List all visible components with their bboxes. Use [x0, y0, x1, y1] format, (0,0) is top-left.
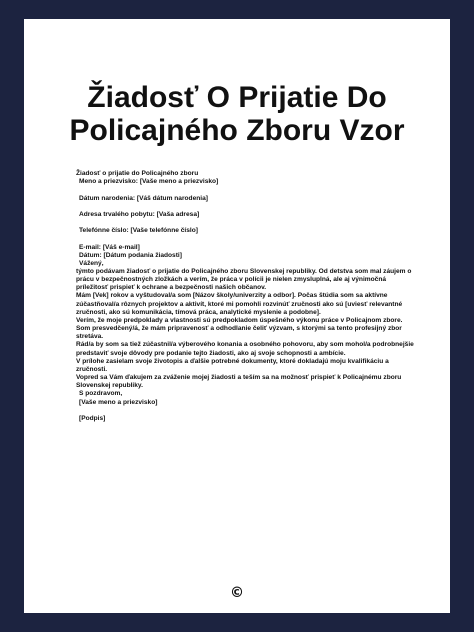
letter-body — [76, 170, 424, 423]
letter-paragraph-line: Rád/a by som sa tiež zúčastnil/a výberového konania a osobného pohovoru, aby som mohol/a podrobnejšie — [76, 341, 414, 349]
letter-paragraph-line: Vopred sa Vám ďakujem za zváženie mojej žiadosti a teším sa na možnosť prispieť k Policajnému zboru — [76, 374, 402, 382]
letter-signature-name: [Vaše meno a priezvisko] — [79, 398, 158, 406]
letter-dob: Dátum narodenia: [Váš dátum narodenia] — [79, 194, 208, 202]
letter-name: Meno a priezvisko: [Vaše meno a priezvisko] — [79, 178, 219, 186]
letter-paragraph-line: zúčastňoval/a rôznych projektov a aktivít, ktoré mi pomohli rozvinúť zručnosti ako sú [uviesť relevantné — [76, 300, 403, 308]
letter-phone: Telefónne číslo: [Vaše telefónne číslo] — [79, 227, 198, 235]
letter-paragraph-line: Verím, že moje predpoklady a vlastnosti sú predpokladom úspešného výkonu práce v Policajnom zbore. — [76, 316, 403, 324]
copyright-icon: © — [230, 585, 244, 601]
letter-paragraph-line: Slovenskej republiky. — [76, 382, 143, 390]
letter-closing: S pozdravom, — [79, 390, 123, 398]
letter-salutation: Vážený, — [79, 259, 104, 267]
page-title: Žiadosť O Prijatie Do Policajného Zboru Vzor — [69, 81, 405, 147]
letter-address: Adresa trvalého pobytu: [Vaša adresa] — [79, 210, 200, 218]
document-page — [24, 19, 450, 613]
letter-date: Dátum: [Dátum podania žiadosti] — [79, 251, 182, 259]
letter-paragraph-line: predstaviť svoje dôvody pre podanie tejto žiadosti, ako aj svoje schopnosti a ambície. — [76, 349, 346, 357]
letter-paragraph-line: zručnosti. — [76, 365, 108, 373]
letter-paragraph-line: Som presvedčený/á, že mám pripravenosť a odhodlanie čeliť výzvam, s ktorými sa tento profesijný zbor — [76, 325, 402, 333]
letter-paragraph-line: prácu v bezpečnostných zložkách a verím, že práca v polícii je nielen zmysluplná, ale aj výnimočná — [76, 276, 387, 284]
letter-paragraph-line: stretáva. — [76, 333, 104, 341]
letter-paragraph-line: Mám [Vek] rokov a vyštudoval/a som [Názov školy/univerzity a odbor]. Počas štúdia som sa aktívne — [76, 292, 388, 300]
letter-paragraph-line: zručnosti, ako sú komunikácia, tímová práca, analytické myslenie a podobne]. — [76, 308, 321, 316]
letter-subject: Žiadosť o prijatie do Policajného zboru — [76, 170, 199, 177]
letter-paragraph-line: príležitosť prispieť k ochrane a bezpečnosti našich občanov. — [76, 284, 267, 292]
letter-email: E-mail: [Váš e-mail] — [79, 243, 140, 251]
letter-signature: [Podpis] — [79, 414, 106, 422]
letter-paragraph-line: V prílohe zasielam svoje životopis a ďalšie potrebné dokumenty, ktoré dokladajú moju kvalifikáciu a — [76, 357, 389, 365]
letter-paragraph-line: týmto podávam žiadosť o prijatie do Policajného zboru Slovenskej republiky. Od detstva som mal záujem o — [76, 268, 412, 275]
